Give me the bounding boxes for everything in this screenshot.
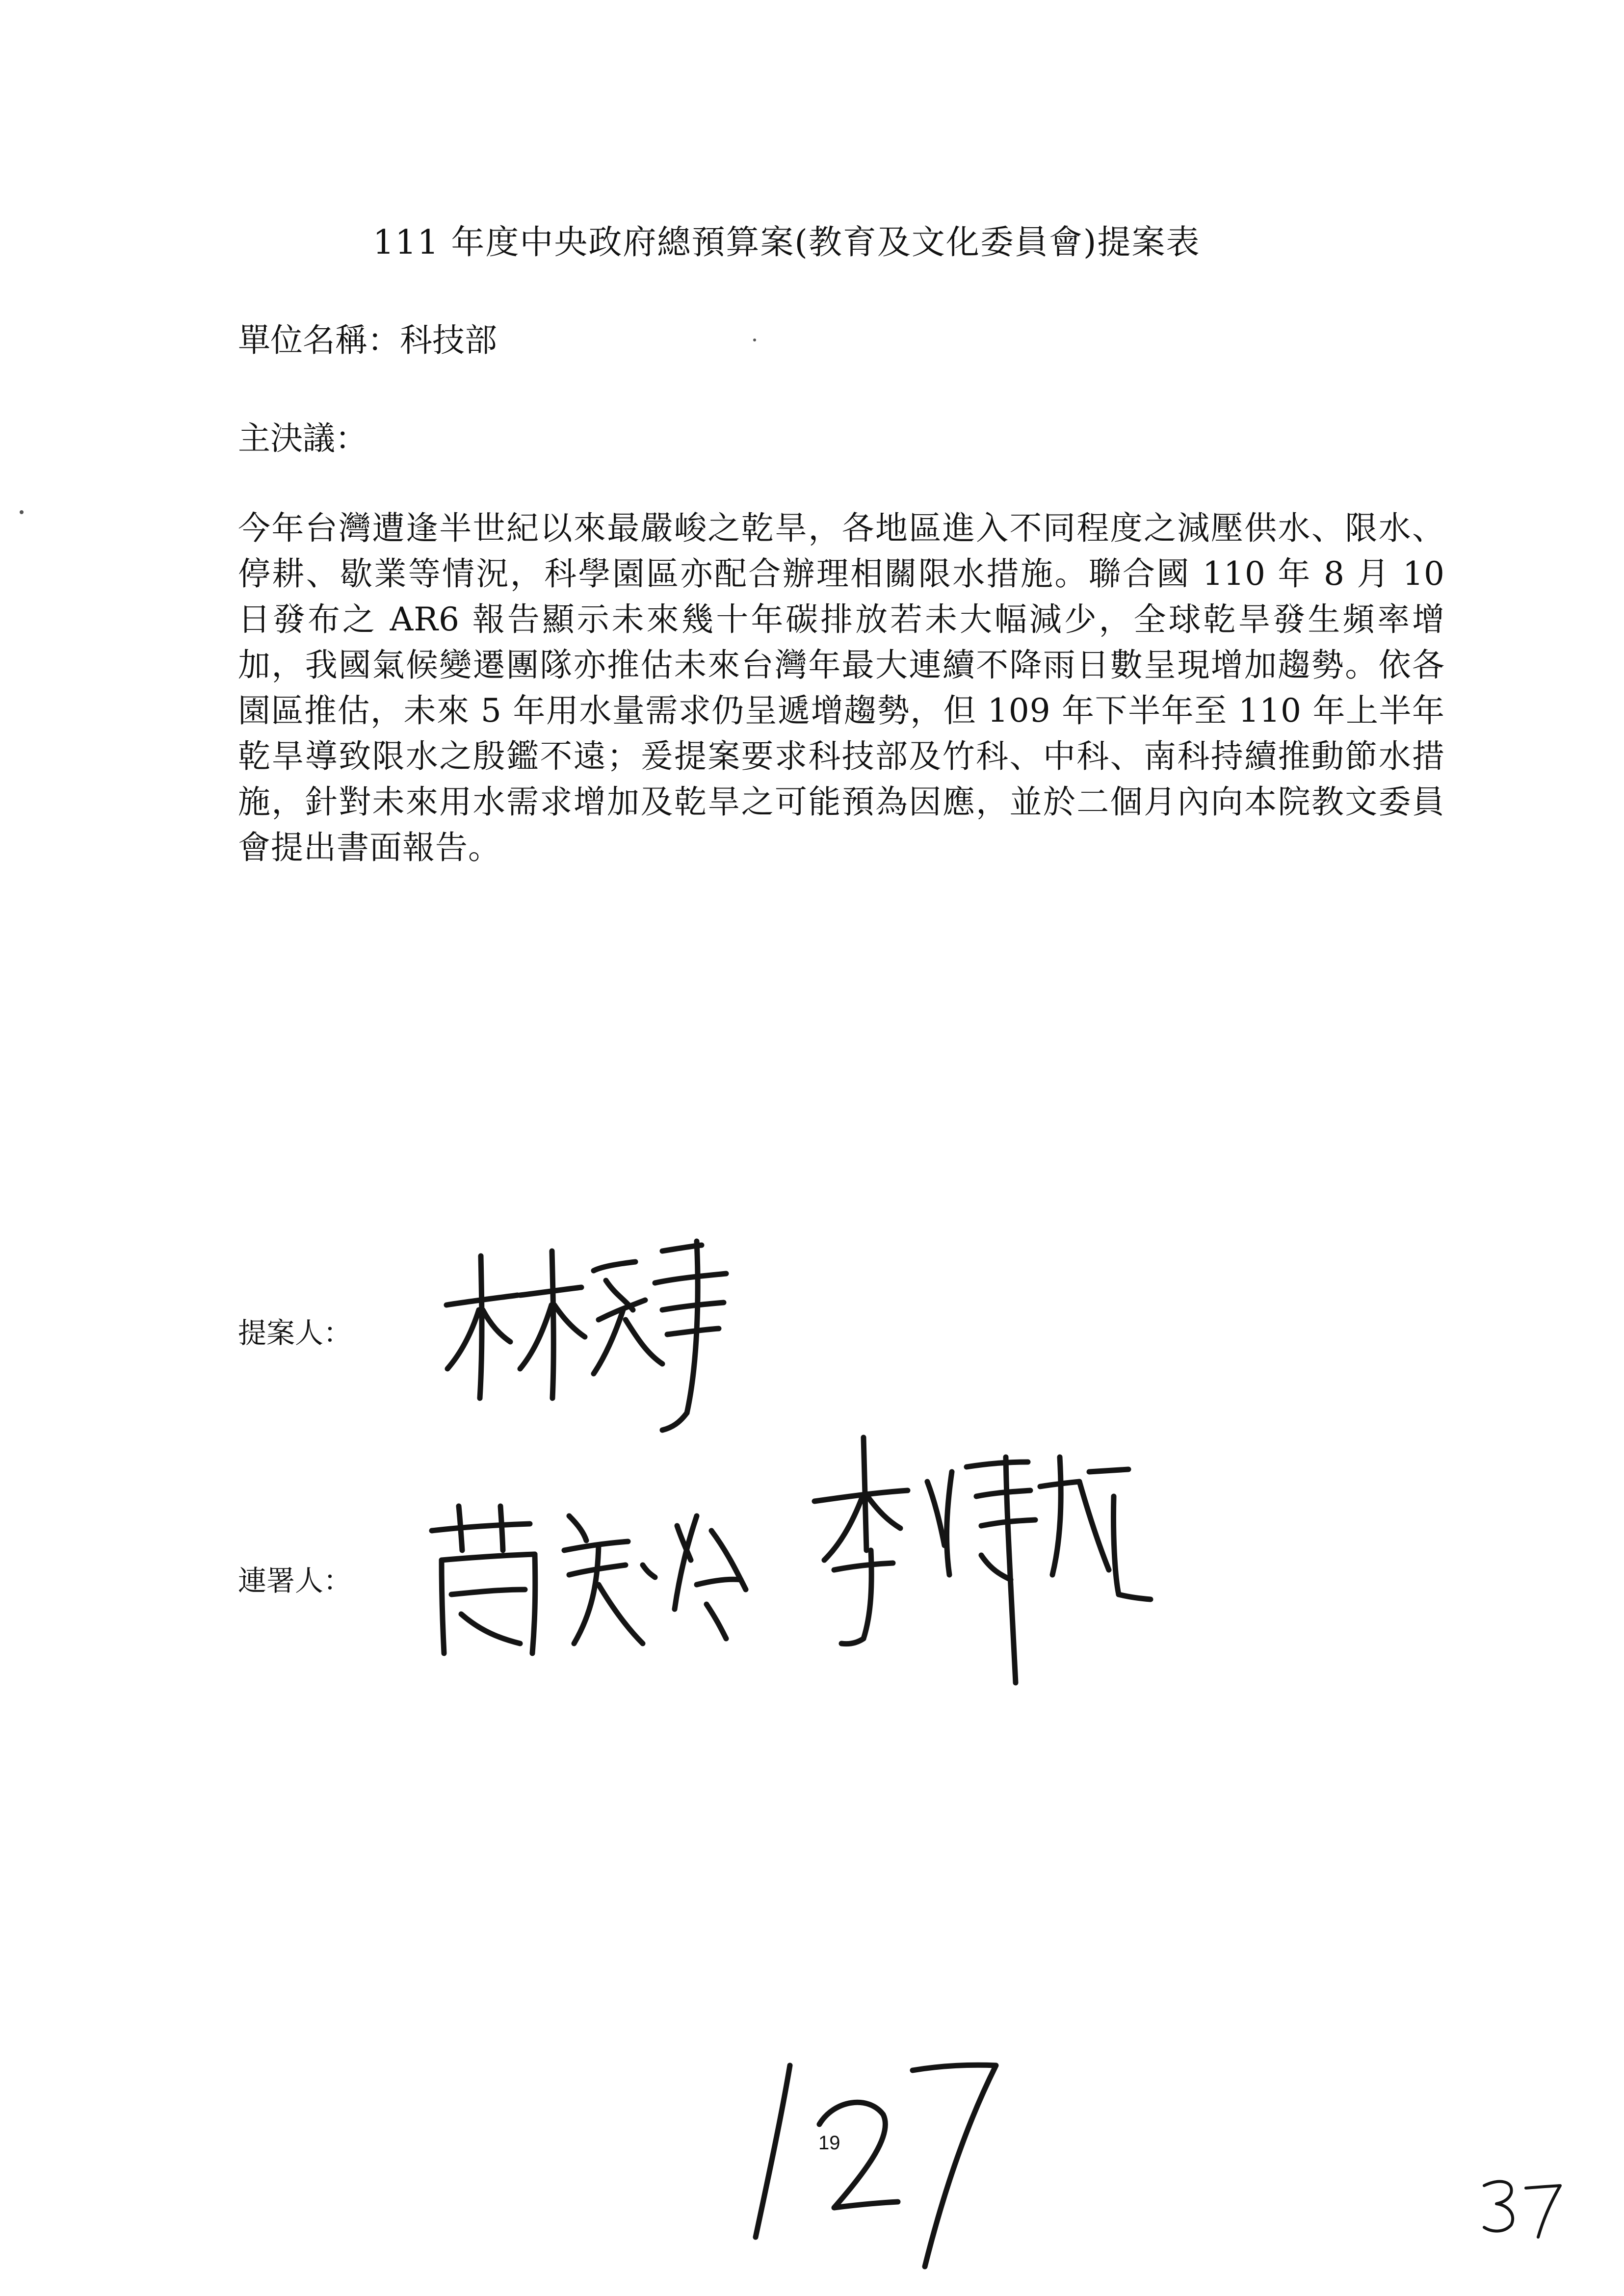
printed-page-number: 19 bbox=[818, 2132, 840, 2154]
handwritten-sequence-number bbox=[736, 2051, 1011, 2276]
main-resolution-label: 主決議： bbox=[238, 419, 367, 457]
proposer-signature bbox=[432, 1236, 746, 1442]
cosigner-signature-2 bbox=[805, 1428, 1158, 1702]
scan-speck bbox=[20, 510, 24, 514]
scan-speck bbox=[753, 339, 756, 341]
handwritten-corner-number bbox=[1477, 2173, 1565, 2242]
resolution-body-text: 今年台灣遭逢半世紀以來最嚴峻之乾旱，各地區進入不同程度之減壓供水、限水、停耕、歇業等情況，科學園區亦配合辦理相關限水措施。聯合國 110 年 8 月 10 日發布之 AR6 報告顯示未來幾十年碳排放若未大幅減少，全球乾旱發生頻率增加，我國氣候變遷團隊亦推估未來台灣年最大連續不降雨日數呈現增加趨勢。依各園區推估，未來 5 年用水量需求仍呈遞增趨勢，但 109 年下半年至 110 年上半年乾旱導致限水之殷鑑不遠；爰提案要求科技部及竹科、中科、南科持續推動節水措施，針對未來用水需求增加及乾旱之可能預為因應，並於二個月內向本院教文委員會提出書面報告。 bbox=[238, 509, 1445, 866]
document-title: 111 年度中央政府總預算案(教育及文化委員會)提案表 bbox=[373, 223, 1201, 262]
cosigner-signature-1 bbox=[422, 1496, 756, 1673]
unit-name-line: 單位名稱：科技部 bbox=[238, 321, 497, 359]
proposer-label: 提案人： bbox=[238, 1316, 352, 1350]
cosigner-label: 連署人： bbox=[238, 1564, 352, 1597]
